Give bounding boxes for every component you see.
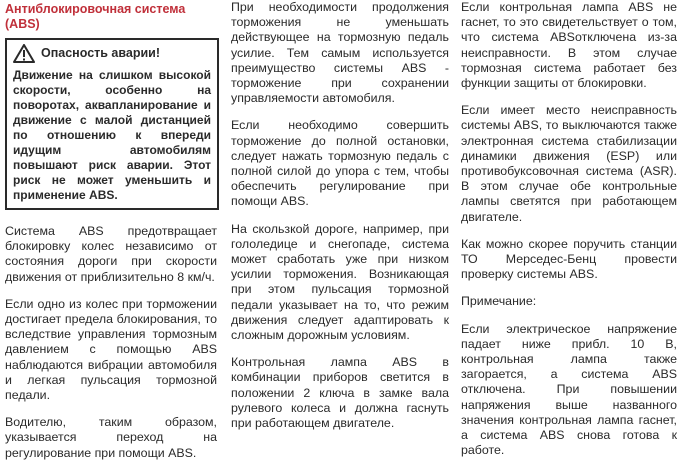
paragraph: Если имеет место неисправность системы ABS, то выключаются также электронная система стабилизации динамики движения (ESP) или противобуксовочная система (ASR). В этом случае обе контрольные лампы светятся при работающем двигателе. (461, 103, 677, 224)
warning-header (13, 44, 211, 63)
paragraph: Если контрольная лампа ABS не гаснет, то это свидетельствует о том, что система ABSотключена из-за неисправности. В этом случае тормозная система работает без функции защиты от блокировки. (461, 0, 677, 91)
warning-text: Движение на слишком высокой скорости, особенно на поворотах, аквапланирование и движение с малой дистанцией по отношению к впереди идущим автомобилям повышают риск аварии. Этот риск не может уменьшить и применение ABS. (13, 68, 211, 202)
column-right (461, 0, 677, 470)
column-left (5, 0, 217, 473)
paragraph: При необходимости продолжения торможения не уменьшать действующее на тормозную педаль усилие. Тем самым используется преимущество системы ABS - торможение при сохранении управляемости автомобиля. (231, 0, 449, 106)
paragraph: Если необходимо совершить торможение до полной остановки, следует нажать тормозную педаль с полной силой до упора с тем, чтобы обеспечить регулирование при помощи ABS. (231, 118, 449, 209)
paragraph: Если электрическое напряжение падает ниже прибл. 10 В, контрольная лампа также загорается, а система ABS отключена. При повышении напряжения выше названного значения контрольная лампа гаснет, а система ABS снова готова к работе. (461, 321, 677, 458)
paragraph: Если одно из колес при торможении достигает предела блокирования, то вследствие управления тормозным давлением с помощью ABS наблюдаются вибрации автомобиля и легкая пульсация тормозной педали. (5, 296, 217, 403)
paragraph: Система ABS предотвращает блокировку колес независимо от состояния дороги при скорости движения от приблизительно 8 км/ч. (5, 224, 217, 284)
warning-heading: Опасность аварии! (41, 46, 161, 60)
warning-triangle-icon (13, 44, 35, 63)
note-label: Примечание: (461, 294, 537, 309)
warning-box (5, 38, 219, 210)
paragraph: На скользкой дороге, например, при гололедице и снегопаде, система может сработать уже при низком усилии торможения. Возникающая при этом пульсация тормозной педали указывает на то, что режим движения следует адаптировать к сложным дорожным условиям. (231, 221, 449, 343)
paragraph: Как можно скорее поручить станции ТО Мерседес-Бенц провести проверку системы ABS. (461, 236, 677, 282)
paragraph: Контрольная лампа ABS в комбинации приборов светится в положении 2 ключа в замке вала рулевого колеса и должна гаснуть при работающем двигателе. (231, 355, 449, 431)
column-middle (231, 0, 449, 443)
section-title: Антиблокировочная система (ABS) (5, 2, 186, 31)
paragraph: Водителю, таким образом, указывается переход на регулирование при помощи ABS. (5, 415, 217, 460)
